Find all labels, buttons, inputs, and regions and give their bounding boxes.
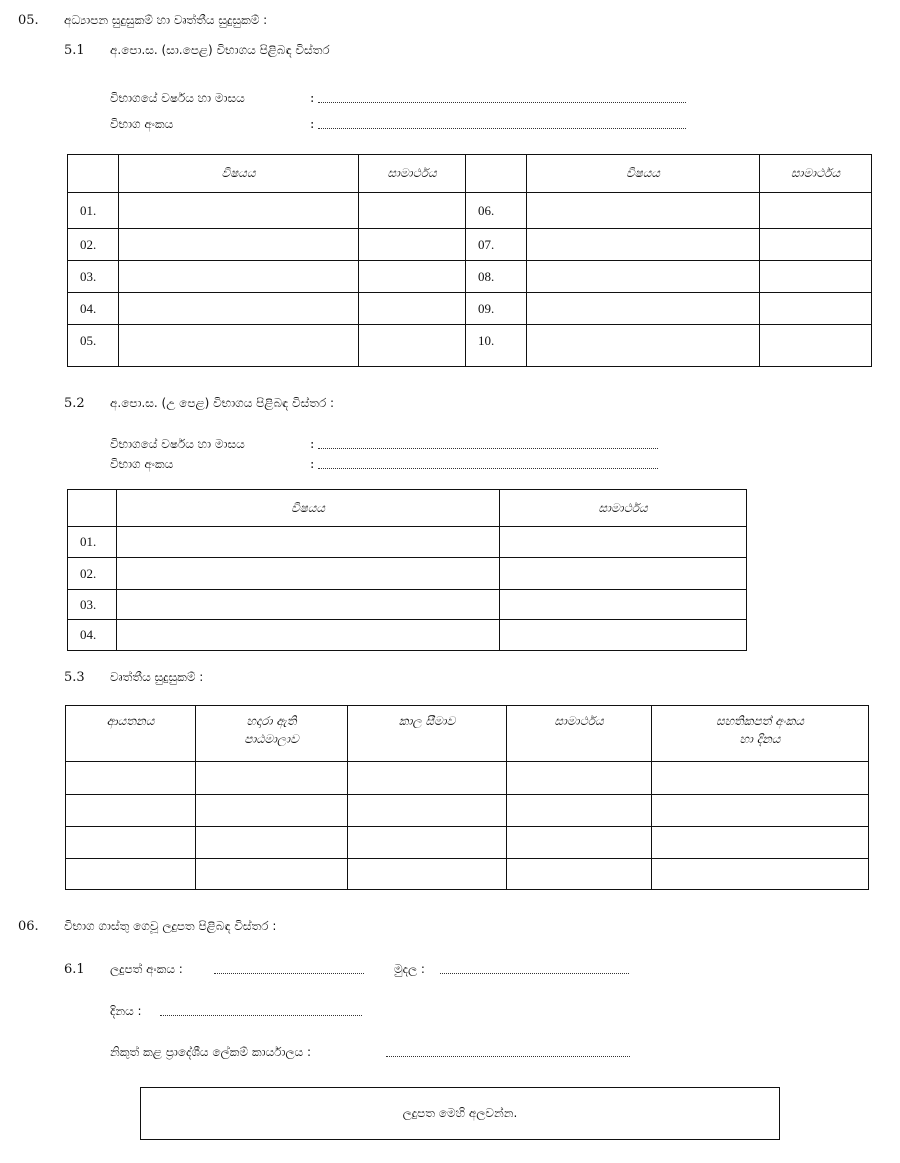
pass-cell[interactable]	[507, 859, 652, 890]
row-number: 10.	[466, 325, 527, 367]
pass-cell[interactable]	[500, 558, 747, 590]
table-row	[68, 325, 872, 367]
table-row	[66, 795, 869, 827]
ol-exam-index-field[interactable]	[318, 128, 686, 129]
ol-header-subject-right: විෂයය	[527, 155, 760, 193]
row-number: 09.	[466, 293, 527, 325]
period-cell[interactable]	[348, 762, 507, 795]
pass-cell[interactable]	[500, 590, 747, 620]
table-row	[68, 261, 872, 293]
row-number: 06.	[466, 193, 527, 229]
course-cell[interactable]	[196, 859, 348, 890]
vq-header-pass: සාමාර්ථය	[507, 706, 652, 762]
ol-exam-year-label: විභාගයේ වර්ෂය හා මාසය	[110, 91, 245, 105]
ol-exam-index-colon: :	[310, 117, 315, 132]
al-exam-year-colon: :	[310, 437, 315, 452]
date-field[interactable]	[160, 1015, 362, 1016]
amount-field[interactable]	[440, 973, 629, 974]
table-row	[68, 620, 747, 651]
subject-cell[interactable]	[117, 590, 500, 620]
pass-cell[interactable]	[760, 229, 872, 261]
section-06-number: 06.	[18, 919, 39, 934]
vq-header-period: කාල සීමාව	[348, 706, 507, 762]
receipt-number-label: ලදුපත් අංකය :	[110, 962, 183, 976]
vq-header-certificate-line2: හා දිනය	[739, 732, 781, 746]
section-06-title: විභාග ගාස්තු ගෙවූ ලදුපත පිළිබඳ විස්තර :	[64, 919, 277, 933]
pass-cell[interactable]	[760, 261, 872, 293]
section-5-3-number: 5.3	[64, 670, 85, 685]
vq-header-certificate	[652, 706, 869, 762]
subject-cell[interactable]	[117, 527, 500, 558]
row-number: 01.	[68, 527, 117, 558]
subject-cell[interactable]	[527, 325, 760, 367]
pass-cell[interactable]	[760, 325, 872, 367]
al-exam-year-label: විභාගයේ වර්ෂය හා මාසය	[110, 437, 245, 451]
institute-cell[interactable]	[66, 795, 196, 827]
period-cell[interactable]	[348, 827, 507, 859]
receipt-number-field[interactable]	[214, 973, 364, 974]
table-row	[68, 590, 747, 620]
certificate-cell[interactable]	[652, 762, 869, 795]
certificate-cell[interactable]	[652, 827, 869, 859]
section-05-title: අධ්‍යාපන සුදුසුකම් හා වෘත්තීය සුදුසුකම් :	[64, 13, 268, 27]
section-5-2-title: අ.පො.ස. (උ පෙළ) විභාගය පිළිබඳ විස්තර :	[110, 396, 335, 410]
pass-cell[interactable]	[359, 293, 466, 325]
certificate-cell[interactable]	[652, 859, 869, 890]
course-cell[interactable]	[196, 795, 348, 827]
section-5-3-title: වෘත්තීය සුදුසුකම් :	[110, 670, 204, 684]
amount-label: මුදල :	[394, 962, 425, 976]
subject-cell[interactable]	[117, 620, 500, 651]
section-5-2-number: 5.2	[64, 396, 85, 411]
row-number: 01.	[68, 193, 119, 229]
institute-cell[interactable]	[66, 859, 196, 890]
vq-header-course-line1: හදාරා ඇති	[246, 714, 297, 728]
al-header-pass: සාමාර්ථය	[500, 490, 747, 527]
section-5-1-title: අ.පො.ස. (සා.පෙළ) විභාගය පිළිබඳ විස්තර	[110, 43, 330, 57]
pass-cell[interactable]	[500, 620, 747, 651]
ol-header-pass-left: සාමාර්ථය	[359, 155, 466, 193]
subject-cell[interactable]	[119, 261, 359, 293]
section-6-1-number: 6.1	[64, 962, 85, 977]
ol-header-blank-left	[68, 155, 119, 193]
course-cell[interactable]	[196, 762, 348, 795]
ol-header-subject-left: විෂයය	[119, 155, 359, 193]
vq-header-course-line2: පාඨමාලාව	[244, 732, 299, 746]
pass-cell[interactable]	[507, 827, 652, 859]
ol-header-pass-right: සාමාර්ථය	[760, 155, 872, 193]
row-number: 02.	[68, 558, 117, 590]
pass-cell[interactable]	[359, 229, 466, 261]
subject-cell[interactable]	[117, 558, 500, 590]
ol-exam-year-field[interactable]	[318, 102, 686, 103]
row-number: 04.	[68, 293, 119, 325]
ol-results-table	[67, 154, 872, 367]
ol-header-blank-right	[466, 155, 527, 193]
pass-cell[interactable]	[507, 795, 652, 827]
row-number: 08.	[466, 261, 527, 293]
table-row	[68, 558, 747, 590]
subject-cell[interactable]	[527, 293, 760, 325]
al-results-table	[67, 489, 747, 651]
issuing-office-field[interactable]	[386, 1056, 630, 1057]
row-number: 03.	[68, 261, 119, 293]
al-exam-year-field[interactable]	[318, 448, 658, 449]
section-05-number: 05.	[18, 13, 39, 28]
vocational-qualifications-table	[65, 705, 869, 890]
table-row	[66, 762, 869, 795]
row-number: 02.	[68, 229, 119, 261]
subject-cell[interactable]	[527, 229, 760, 261]
table-row	[68, 293, 872, 325]
row-number: 05.	[68, 325, 119, 367]
pass-cell[interactable]	[500, 527, 747, 558]
course-cell[interactable]	[196, 827, 348, 859]
receipt-paste-box	[140, 1087, 780, 1140]
pass-cell[interactable]	[359, 261, 466, 293]
al-header-blank	[68, 490, 117, 527]
table-row	[66, 827, 869, 859]
vq-header-course	[196, 706, 348, 762]
subject-cell[interactable]	[119, 193, 359, 229]
section-5-1-number: 5.1	[64, 43, 85, 58]
pass-cell[interactable]	[359, 193, 466, 229]
table-row	[66, 859, 869, 890]
date-label: දිනය :	[110, 1004, 142, 1018]
vq-header-institute: ආයතනය	[66, 706, 196, 762]
subject-cell[interactable]	[527, 261, 760, 293]
al-exam-index-label: විභාග අංකය	[110, 457, 174, 471]
institute-cell[interactable]	[66, 827, 196, 859]
issuing-office-label: නිකුත් කළ ප්‍රාදේශීය ලේකම් කාර්යාලය :	[110, 1045, 312, 1059]
subject-cell[interactable]	[119, 293, 359, 325]
pass-cell[interactable]	[359, 325, 466, 367]
receipt-paste-label: ලදුපත මෙහි අලවන්න.	[402, 1106, 518, 1120]
row-number: 07.	[466, 229, 527, 261]
period-cell[interactable]	[348, 859, 507, 890]
table-row	[68, 229, 872, 261]
certificate-cell[interactable]	[652, 795, 869, 827]
pass-cell[interactable]	[760, 293, 872, 325]
subject-cell[interactable]	[119, 229, 359, 261]
pass-cell[interactable]	[507, 762, 652, 795]
ol-exam-year-colon: :	[310, 91, 315, 106]
row-number: 04.	[68, 620, 117, 651]
subject-cell[interactable]	[527, 193, 760, 229]
period-cell[interactable]	[348, 795, 507, 827]
pass-cell[interactable]	[760, 193, 872, 229]
institute-cell[interactable]	[66, 762, 196, 795]
table-row	[68, 193, 872, 229]
ol-exam-index-label: විභාග අංකය	[110, 117, 174, 131]
subject-cell[interactable]	[119, 325, 359, 367]
row-number: 03.	[68, 590, 117, 620]
al-header-subject: විෂයය	[117, 490, 500, 527]
vq-header-certificate-line1: සහතිකපත් අංකය	[715, 714, 805, 728]
al-exam-index-field[interactable]	[318, 468, 658, 469]
table-row	[68, 527, 747, 558]
al-exam-index-colon: :	[310, 457, 315, 472]
